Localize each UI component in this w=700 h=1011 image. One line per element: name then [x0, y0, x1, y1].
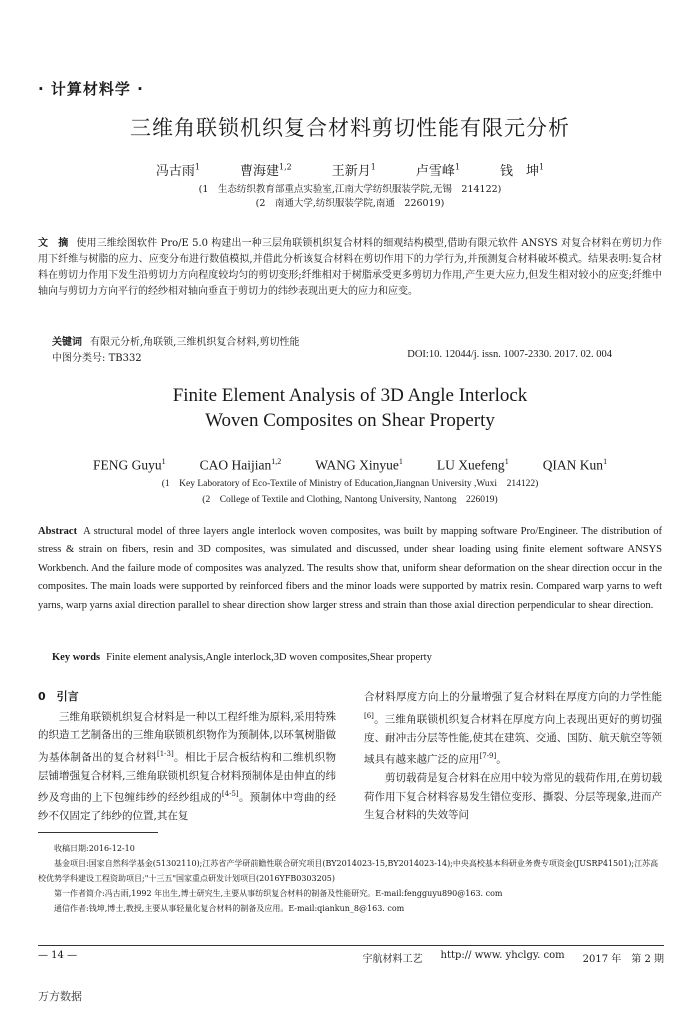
title-en-line-2: Woven Composites on Shear Property	[205, 410, 495, 431]
abstract-chinese	[38, 236, 662, 300]
authors-english	[0, 457, 700, 474]
affiliation-cn-1: (1 生态纺织教育部重点实验室,江南大学纺织服装学院,无锡 214122)	[198, 184, 502, 195]
author-cn-3: 王新月$^1$	[331, 162, 376, 179]
affiliation-cn-2: (2 南通大学,纺织服装学院,南通 226019)	[255, 198, 445, 209]
section-tag: · 计算材料学 ·	[38, 80, 144, 98]
classification-row	[52, 349, 612, 364]
classification-code: 中图分类号: TB332	[52, 353, 142, 364]
doi: DOI:10. 12044/j. issn. 1007-2330. 2017. 02. 004	[407, 349, 612, 360]
title-chinese: 三维角联锁机织复合材料剪切性能有限元分析	[130, 116, 570, 140]
journal-name: 宇航材料工艺	[362, 954, 423, 965]
author-en-4: LU Xuefeng$^1$	[436, 457, 509, 473]
author-en-1: FENG Guyu$^1$	[92, 457, 166, 473]
body-column-left	[38, 688, 336, 826]
citation: [7-9]	[479, 752, 497, 760]
citation: [1-3]	[157, 749, 174, 758]
footnote-divider	[38, 832, 158, 833]
page-number: — 14 —	[38, 950, 78, 961]
title-english	[0, 383, 700, 433]
keywords-english	[52, 652, 432, 663]
abstract-en-label: Abstract	[38, 526, 78, 537]
keywords-cn-text: 有限元分析,角联锁,三维机织复合材料,剪切性能	[90, 337, 300, 348]
page-footer	[38, 950, 664, 965]
journal-url: http:// www. yhclgy. com	[440, 950, 565, 961]
keywords-cn-label: 关键词	[52, 337, 82, 348]
author-en-3: WANG Xinyue$^1$	[315, 457, 403, 473]
title-en-line-1: Finite Element Analysis of 3D Angle Interlock	[172, 385, 528, 406]
footer-divider	[38, 945, 664, 946]
body-column-right	[364, 688, 662, 825]
footnote-first-author: 第一作者简介:冯古雨,1992 年出生,博士研究生,主要从事纺织复合材料的制备及性能研究。E-mail:fengguyu890@163. com	[54, 889, 503, 898]
citation: [4-5]	[221, 790, 239, 798]
journal-issue: 2017 年 第 2 期	[582, 954, 664, 965]
affiliations-chinese	[0, 183, 700, 211]
keywords-en-text: Finite element analysis,Angle interlock,3D woven composites,Shear property	[106, 652, 432, 663]
footnote-funding: 基金项目:国家自然科学基金(51302110);江苏省产学研前瞻性联合研究项目(BY2014023-15,BY2014023-14);中央高校基本科研业务费专项资金(JUSRP41501);江苏高校优势学科建设工程资助项目;"十三五"国家重点研发计划项目(2016YFB0303205)	[38, 859, 659, 883]
keywords-chinese	[52, 333, 300, 348]
author-cn-2: 曹海建$^{1,2}$	[240, 162, 292, 179]
section-heading-intro: 0 引言	[38, 690, 79, 703]
author-en-5: QIAN Kun$^1$	[542, 457, 608, 473]
abstract-cn-label: 文 摘	[38, 238, 69, 249]
footnotes	[38, 841, 664, 916]
intro-paragraph-1-cont: 合材料厚度方向上的分量增强了复合材料在厚度方向的力学性能[6]。三维角联锁机织复合材料在厚度方向上表现出更好的剪切强度、耐冲击分层等性能,使其在建筑、交通、国防、航天航空等领域具有越来越广泛的应用[7-9]。	[364, 691, 662, 766]
authors-chinese	[0, 160, 700, 179]
footnote-received: 收稿日期:2016-12-10	[54, 844, 135, 853]
keywords-en-label: Key words	[52, 652, 101, 663]
affiliations-english	[0, 476, 700, 508]
citation: [6]	[364, 711, 374, 720]
abstract-cn-text: 使用三维绘图软件 Pro/E 5.0 构建出一种三层角联锁机织复合材料的细观结构模型,借助有限元软件 ANSYS 对复合材料在剪切力作用下纤维与树脂的应力、应变分布进行数值模拟,并借此分析该复合材料在剪切作用下的力学行为,并预测复合材料破坏模式。结果表明:复合材料在剪切力作用下发生沿剪切力方向程度较均匀的剪切变形;纤维相对于树脂承受更多剪切力作用,产生更大应力,但发生相对较小的应变;纤维中轴向与剪切力方向平行的经纱相对轴向垂直于剪切力的纬纱表现出更大的应力和应变。	[38, 238, 663, 297]
author-cn-1: 冯古雨$^1$	[155, 162, 201, 179]
affiliation-en-2: (2 College of Textile and Clothing, Nantong University, Nantong 226019)	[202, 495, 498, 505]
abstract-en-text: A structural model of three layers angle interlock woven composites, was built by mapping software Pro/Engineer. The distribution of stress & strain on fibers, resin and 3D composites, was simulated and discussed, under shear loading using finite element software ANSYS Workbench. And the failure mode of composites was analyzed. The results show that, uniform shear deformation on the shear direction occur in the composites. The main loads were supported by reinforced fibers and the minor loads were supported by matrix resin. Compared warp yarns to weft yarns, warp yarns axial direction parallel to shear direction show larger stress and strain than those axial direction perpendicular to shear direction.	[38, 526, 662, 611]
watermark: 万方数据	[38, 990, 82, 1003]
author-cn-5: 钱 坤$^1$	[499, 162, 545, 179]
author-cn-4: 卢雪峰$^1$	[415, 162, 460, 179]
intro-paragraph-1: 三维角联锁机织复合材料是一种以工程纤维为原料,采用特殊的织造工艺制备出的三维角联锁机织物作为预制体,以环氧树脂做为基体制备出的复合材料[1-3]。相比于层合板结构和二维机织物层铺增强复合材料,三维角联锁机织复合材料预制体是由伸直的纬纱及弯曲的上下包缠纬纱的经纱组成的[4-5]。预制体中弯曲的经纱不仅固定了纬纱的位置,其在复	[38, 710, 337, 822]
affiliation-en-1: (1 Key Laboratory of Eco-Textile of Ministry of Education,Jiangnan University ,Wuxi 214122)	[161, 479, 539, 489]
abstract-english	[38, 523, 662, 615]
footnote-corresponding: 通信作者:钱坤,博士,教授,主要从事轻量化复合材料的制备及应用。E-mail:qiankun_8@163. com	[54, 904, 405, 913]
footer-right	[363, 950, 664, 965]
author-en-2: CAO Haijian$^{1,2}$	[199, 457, 282, 473]
intro-paragraph-2: 剪切载荷是复合材料在应用中较为常见的载荷作用,在剪切载荷作用下复合材料容易发生错位变形、撕裂、分层等现象,进而产生复合材料的失效等问	[364, 772, 662, 821]
